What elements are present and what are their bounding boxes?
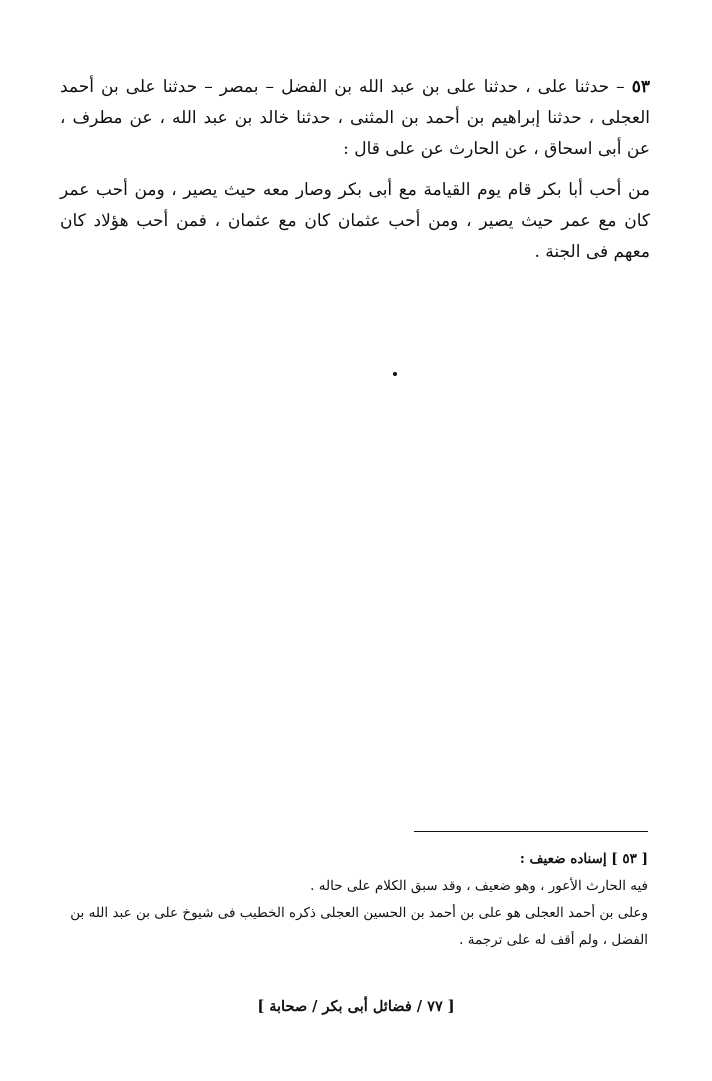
hadith-matn: من أحب أبا بكر قام يوم القيامة مع أبى بكر وصار معه حيث يصير ، ومن أحب عمر كان مع عمر حيث يصير ، ومن أحب عثمان كان مع عثمان ، فمن أحب هؤلاد كان معهم فى الجنة . bbox=[60, 180, 650, 262]
footnote-divider bbox=[414, 831, 648, 832]
footnotes bbox=[60, 846, 648, 954]
hadith-isnad-paragraph bbox=[60, 72, 650, 165]
page-footer: [ ٧٧ / فضائل أبى بكر / صحابة ] bbox=[257, 998, 455, 1015]
hadith-isnad: – حدثنا على ، حدثنا على بن عبد الله بن الفضل – بمصر – حدثنا على بن أحمد العجلى ، حدثنا إبراهيم بن أحمد بن المثنى ، حدثنا خالد بن عبد الله ، عن مطرف ، عن أبى اسحاق ، عن الحارث عن على قال : bbox=[60, 77, 650, 159]
stray-dot-mark bbox=[393, 372, 397, 376]
main-text bbox=[60, 72, 650, 268]
footnote-title: [ ٥٣ ] إسناده ضعيف : bbox=[519, 851, 648, 867]
hadith-number: ٥٣ bbox=[631, 77, 650, 97]
footnote-line-2: وعلى بن أحمد العجلى هو على بن أحمد بن الحسين العجلى ذكره الخطيب فى شيوخ على بن عبد الله بن الفضل ، ولم أقف له على ترجمة . bbox=[70, 905, 648, 948]
footnote-line-1: فيه الحارث الأعور ، وهو ضعيف ، وقد سبق الكلام على حاله . bbox=[310, 878, 648, 894]
